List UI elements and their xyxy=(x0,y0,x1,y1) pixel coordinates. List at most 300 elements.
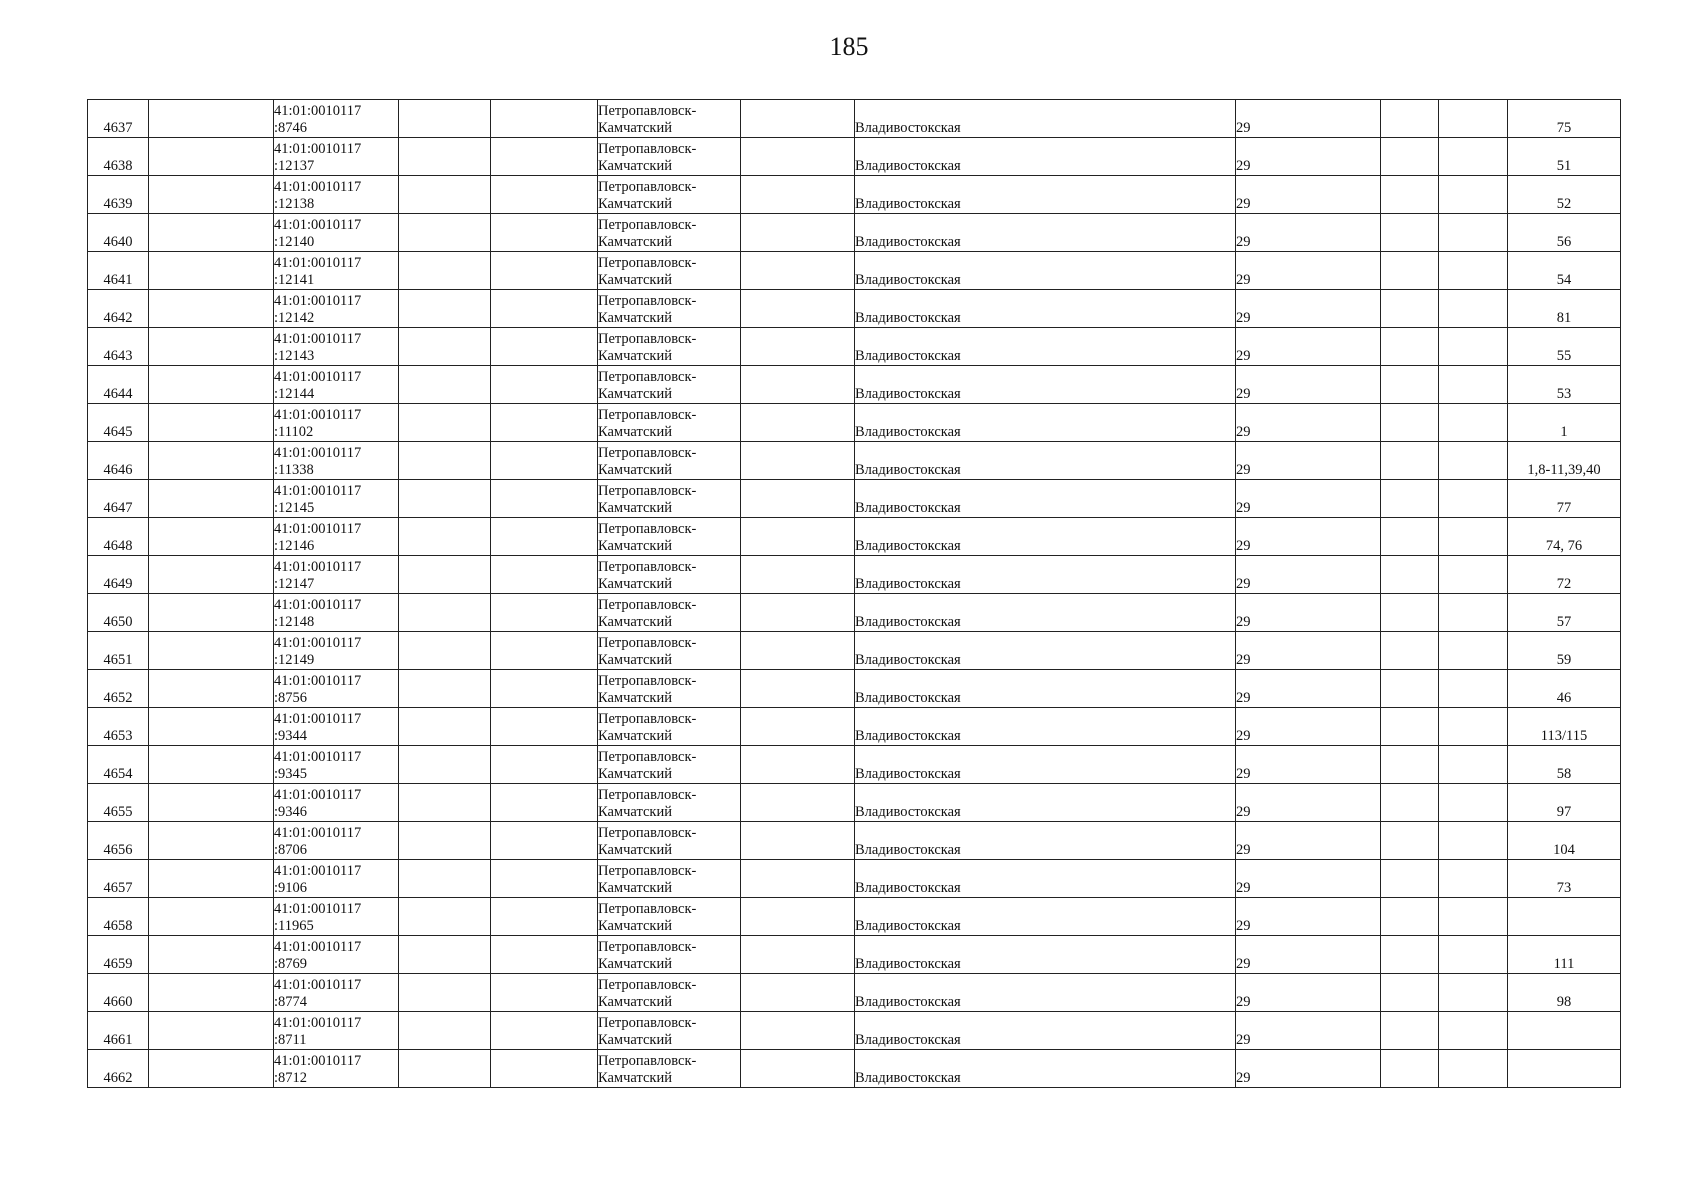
street-name: Владивостокская xyxy=(855,1050,1236,1088)
locality-line-2: Камчатский xyxy=(598,310,672,326)
locality xyxy=(598,784,741,822)
empty-cell xyxy=(149,708,274,746)
locality-line-2: Камчатский xyxy=(598,1070,672,1086)
locality-line-2: Камчатский xyxy=(598,728,672,744)
street-name: Владивостокская xyxy=(855,898,1236,936)
table-row xyxy=(88,290,1621,328)
cadastral-suffix: :8711 xyxy=(274,1032,307,1048)
locality-line-1: Петропавловск- xyxy=(598,787,697,803)
house-number: 29 xyxy=(1236,1012,1381,1050)
cadastral-suffix: :12137 xyxy=(274,158,315,174)
locality-line-1: Петропавловск- xyxy=(598,1015,697,1031)
apartment-number: 97 xyxy=(1508,784,1621,822)
empty-cell xyxy=(399,822,491,860)
cadastral-quarter: 41:01:0010117 xyxy=(274,217,362,233)
empty-cell xyxy=(741,328,855,366)
cadastral-quarter: 41:01:0010117 xyxy=(274,901,362,917)
empty-cell xyxy=(1439,404,1508,442)
table-row xyxy=(88,822,1621,860)
empty-cell xyxy=(491,708,598,746)
cadastral-quarter: 41:01:0010117 xyxy=(274,103,362,119)
empty-cell xyxy=(1381,898,1439,936)
empty-cell xyxy=(491,252,598,290)
locality-line-2: Камчатский xyxy=(598,234,672,250)
cadastral-number xyxy=(274,328,399,366)
row-number: 4637 xyxy=(88,100,149,138)
cadastral-quarter: 41:01:0010117 xyxy=(274,749,362,765)
locality-line-1: Петропавловск- xyxy=(598,217,697,233)
locality xyxy=(598,594,741,632)
house-number: 29 xyxy=(1236,442,1381,480)
house-number: 29 xyxy=(1236,822,1381,860)
street-name: Владивостокская xyxy=(855,328,1236,366)
cadastral-suffix: :12138 xyxy=(274,196,315,212)
empty-cell xyxy=(491,366,598,404)
street-name: Владивостокская xyxy=(855,1012,1236,1050)
locality-line-1: Петропавловск- xyxy=(598,103,697,119)
empty-cell xyxy=(491,860,598,898)
empty-cell xyxy=(741,442,855,480)
cadastral-quarter: 41:01:0010117 xyxy=(274,445,362,461)
cadastral-number xyxy=(274,100,399,138)
house-number: 29 xyxy=(1236,632,1381,670)
table-row xyxy=(88,1050,1621,1088)
cadastral-quarter: 41:01:0010117 xyxy=(274,863,362,879)
apartment-number: 1,8-11,39,40 xyxy=(1508,442,1621,480)
empty-cell xyxy=(1381,556,1439,594)
locality xyxy=(598,556,741,594)
locality-line-2: Камчатский xyxy=(598,272,672,288)
empty-cell xyxy=(1381,366,1439,404)
apartment-number: 113/115 xyxy=(1508,708,1621,746)
house-number: 29 xyxy=(1236,404,1381,442)
registry-body xyxy=(88,100,1621,1088)
house-number: 29 xyxy=(1236,936,1381,974)
house-number: 29 xyxy=(1236,898,1381,936)
row-number: 4662 xyxy=(88,1050,149,1088)
locality-line-1: Петропавловск- xyxy=(598,255,697,271)
table-row xyxy=(88,632,1621,670)
empty-cell xyxy=(741,1012,855,1050)
locality-line-1: Петропавловск- xyxy=(598,977,697,993)
locality-line-1: Петропавловск- xyxy=(598,141,697,157)
street-name: Владивостокская xyxy=(855,442,1236,480)
locality xyxy=(598,936,741,974)
cadastral-number xyxy=(274,480,399,518)
row-number: 4655 xyxy=(88,784,149,822)
cadastral-suffix: :8769 xyxy=(274,956,308,972)
apartment-number: 54 xyxy=(1508,252,1621,290)
street-name: Владивостокская xyxy=(855,860,1236,898)
empty-cell xyxy=(1439,784,1508,822)
empty-cell xyxy=(741,708,855,746)
cadastral-number xyxy=(274,898,399,936)
apartment-number: 51 xyxy=(1508,138,1621,176)
empty-cell xyxy=(491,176,598,214)
locality-line-1: Петропавловск- xyxy=(598,445,697,461)
cadastral-number xyxy=(274,214,399,252)
empty-cell xyxy=(149,594,274,632)
house-number: 29 xyxy=(1236,708,1381,746)
empty-cell xyxy=(491,594,598,632)
empty-cell xyxy=(1439,138,1508,176)
cadastral-quarter: 41:01:0010117 xyxy=(274,1053,362,1069)
cadastral-suffix: :11102 xyxy=(274,424,314,440)
apartment-number: 73 xyxy=(1508,860,1621,898)
table-row xyxy=(88,860,1621,898)
locality-line-2: Камчатский xyxy=(598,918,672,934)
empty-cell xyxy=(399,100,491,138)
table-row xyxy=(88,252,1621,290)
empty-cell xyxy=(1439,290,1508,328)
house-number: 29 xyxy=(1236,518,1381,556)
table-row xyxy=(88,442,1621,480)
cadastral-suffix: :8756 xyxy=(274,690,308,706)
empty-cell xyxy=(149,898,274,936)
empty-cell xyxy=(1439,252,1508,290)
empty-cell xyxy=(741,746,855,784)
cadastral-quarter: 41:01:0010117 xyxy=(274,255,362,271)
empty-cell xyxy=(491,518,598,556)
house-number: 29 xyxy=(1236,860,1381,898)
locality-line-2: Камчатский xyxy=(598,956,672,972)
empty-cell xyxy=(1439,442,1508,480)
row-number: 4645 xyxy=(88,404,149,442)
empty-cell xyxy=(149,936,274,974)
locality-line-1: Петропавловск- xyxy=(598,863,697,879)
cadastral-number xyxy=(274,708,399,746)
locality-line-1: Петропавловск- xyxy=(598,483,697,499)
empty-cell xyxy=(491,556,598,594)
house-number: 29 xyxy=(1236,594,1381,632)
house-number: 29 xyxy=(1236,252,1381,290)
cadastral-quarter: 41:01:0010117 xyxy=(274,597,362,613)
empty-cell xyxy=(1381,328,1439,366)
locality-line-2: Камчатский xyxy=(598,994,672,1010)
locality xyxy=(598,404,741,442)
apartment-number: 55 xyxy=(1508,328,1621,366)
apartment-number xyxy=(1508,898,1621,936)
row-number: 4646 xyxy=(88,442,149,480)
house-number: 29 xyxy=(1236,100,1381,138)
cadastral-suffix: :11338 xyxy=(274,462,314,478)
table-row xyxy=(88,784,1621,822)
apartment-number: 58 xyxy=(1508,746,1621,784)
empty-cell xyxy=(1439,898,1508,936)
locality-line-1: Петропавловск- xyxy=(598,1053,697,1069)
row-number: 4658 xyxy=(88,898,149,936)
cadastral-quarter: 41:01:0010117 xyxy=(274,787,362,803)
house-number: 29 xyxy=(1236,974,1381,1012)
empty-cell xyxy=(741,138,855,176)
empty-cell xyxy=(1381,480,1439,518)
empty-cell xyxy=(149,480,274,518)
cadastral-number xyxy=(274,936,399,974)
empty-cell xyxy=(1381,138,1439,176)
empty-cell xyxy=(399,480,491,518)
house-number: 29 xyxy=(1236,138,1381,176)
empty-cell xyxy=(1381,1050,1439,1088)
empty-cell xyxy=(1439,708,1508,746)
empty-cell xyxy=(399,404,491,442)
empty-cell xyxy=(491,1012,598,1050)
empty-cell xyxy=(491,898,598,936)
cadastral-suffix: :12145 xyxy=(274,500,315,516)
apartment-number: 77 xyxy=(1508,480,1621,518)
cadastral-quarter: 41:01:0010117 xyxy=(274,673,362,689)
locality xyxy=(598,860,741,898)
apartment-number: 52 xyxy=(1508,176,1621,214)
empty-cell xyxy=(1381,442,1439,480)
empty-cell xyxy=(491,974,598,1012)
table-row xyxy=(88,1012,1621,1050)
cadastral-number xyxy=(274,404,399,442)
row-number: 4656 xyxy=(88,822,149,860)
locality-line-1: Петропавловск- xyxy=(598,939,697,955)
street-name: Владивостокская xyxy=(855,480,1236,518)
table-row xyxy=(88,214,1621,252)
row-number: 4659 xyxy=(88,936,149,974)
empty-cell xyxy=(1439,214,1508,252)
street-name: Владивостокская xyxy=(855,556,1236,594)
empty-cell xyxy=(741,594,855,632)
row-number: 4649 xyxy=(88,556,149,594)
cadastral-suffix: :12140 xyxy=(274,234,315,250)
apartment-number: 74, 76 xyxy=(1508,518,1621,556)
locality xyxy=(598,746,741,784)
locality-line-2: Камчатский xyxy=(598,158,672,174)
cadastral-number xyxy=(274,138,399,176)
locality-line-2: Камчатский xyxy=(598,614,672,630)
empty-cell xyxy=(1381,100,1439,138)
empty-cell xyxy=(1439,746,1508,784)
cadastral-quarter: 41:01:0010117 xyxy=(274,369,362,385)
locality-line-2: Камчатский xyxy=(598,500,672,516)
row-number: 4647 xyxy=(88,480,149,518)
street-name: Владивостокская xyxy=(855,404,1236,442)
cadastral-number xyxy=(274,632,399,670)
empty-cell xyxy=(399,746,491,784)
cadastral-suffix: :9106 xyxy=(274,880,308,896)
locality-line-1: Петропавловск- xyxy=(598,407,697,423)
empty-cell xyxy=(399,214,491,252)
empty-cell xyxy=(1381,746,1439,784)
street-name: Владивостокская xyxy=(855,366,1236,404)
empty-cell xyxy=(491,746,598,784)
locality xyxy=(598,328,741,366)
cadastral-suffix: :12147 xyxy=(274,576,315,592)
apartment-number: 59 xyxy=(1508,632,1621,670)
house-number: 29 xyxy=(1236,746,1381,784)
row-number: 4641 xyxy=(88,252,149,290)
locality-line-1: Петропавловск- xyxy=(598,369,697,385)
locality xyxy=(598,822,741,860)
cadastral-quarter: 41:01:0010117 xyxy=(274,559,362,575)
empty-cell xyxy=(149,746,274,784)
empty-cell xyxy=(1381,214,1439,252)
apartment-number: 46 xyxy=(1508,670,1621,708)
cadastral-suffix: :8774 xyxy=(274,994,308,1010)
street-name: Владивостокская xyxy=(855,746,1236,784)
empty-cell xyxy=(491,404,598,442)
house-number: 29 xyxy=(1236,176,1381,214)
empty-cell xyxy=(149,556,274,594)
cadastral-suffix: :8746 xyxy=(274,120,308,136)
house-number: 29 xyxy=(1236,784,1381,822)
empty-cell xyxy=(741,936,855,974)
cadastral-quarter: 41:01:0010117 xyxy=(274,977,362,993)
cadastral-suffix: :9344 xyxy=(274,728,308,744)
street-name: Владивостокская xyxy=(855,632,1236,670)
locality xyxy=(598,974,741,1012)
empty-cell xyxy=(399,290,491,328)
table-row xyxy=(88,708,1621,746)
house-number: 29 xyxy=(1236,1050,1381,1088)
cadastral-suffix: :12142 xyxy=(274,310,315,326)
cadastral-number xyxy=(274,366,399,404)
empty-cell xyxy=(1439,480,1508,518)
locality xyxy=(598,898,741,936)
locality-line-2: Камчатский xyxy=(598,804,672,820)
table-row xyxy=(88,670,1621,708)
locality-line-1: Петропавловск- xyxy=(598,711,697,727)
house-number: 29 xyxy=(1236,366,1381,404)
empty-cell xyxy=(399,442,491,480)
empty-cell xyxy=(1439,1012,1508,1050)
house-number: 29 xyxy=(1236,670,1381,708)
locality-line-2: Камчатский xyxy=(598,842,672,858)
empty-cell xyxy=(1381,290,1439,328)
empty-cell xyxy=(1439,100,1508,138)
row-number: 4648 xyxy=(88,518,149,556)
table-row xyxy=(88,100,1621,138)
empty-cell xyxy=(1439,366,1508,404)
row-number: 4642 xyxy=(88,290,149,328)
cadastral-quarter: 41:01:0010117 xyxy=(274,635,362,651)
locality-line-1: Петропавловск- xyxy=(598,825,697,841)
street-name: Владивостокская xyxy=(855,822,1236,860)
empty-cell xyxy=(1439,974,1508,1012)
empty-cell xyxy=(1439,1050,1508,1088)
table-row xyxy=(88,936,1621,974)
cadastral-number xyxy=(274,670,399,708)
apartment-number: 1 xyxy=(1508,404,1621,442)
table-row xyxy=(88,176,1621,214)
row-number: 4660 xyxy=(88,974,149,1012)
empty-cell xyxy=(399,594,491,632)
locality-line-2: Камчатский xyxy=(598,576,672,592)
empty-cell xyxy=(149,290,274,328)
empty-cell xyxy=(1381,594,1439,632)
empty-cell xyxy=(491,822,598,860)
row-number: 4651 xyxy=(88,632,149,670)
row-number: 4652 xyxy=(88,670,149,708)
empty-cell xyxy=(149,404,274,442)
apartment-number: 57 xyxy=(1508,594,1621,632)
empty-cell xyxy=(491,214,598,252)
locality-line-1: Петропавловск- xyxy=(598,749,697,765)
apartment-number: 72 xyxy=(1508,556,1621,594)
locality-line-1: Петропавловск- xyxy=(598,635,697,651)
empty-cell xyxy=(399,936,491,974)
empty-cell xyxy=(741,252,855,290)
table-row xyxy=(88,974,1621,1012)
empty-cell xyxy=(149,974,274,1012)
empty-cell xyxy=(399,1050,491,1088)
empty-cell xyxy=(399,632,491,670)
row-number: 4640 xyxy=(88,214,149,252)
cadastral-suffix: :9345 xyxy=(274,766,308,782)
cadastral-quarter: 41:01:0010117 xyxy=(274,407,362,423)
row-number: 4657 xyxy=(88,860,149,898)
empty-cell xyxy=(399,974,491,1012)
cadastral-quarter: 41:01:0010117 xyxy=(274,1015,362,1031)
locality xyxy=(598,632,741,670)
locality xyxy=(598,1050,741,1088)
cadastral-number xyxy=(274,784,399,822)
empty-cell xyxy=(149,860,274,898)
empty-cell xyxy=(149,176,274,214)
empty-cell xyxy=(399,898,491,936)
house-number: 29 xyxy=(1236,214,1381,252)
empty-cell xyxy=(149,328,274,366)
empty-cell xyxy=(149,252,274,290)
locality-line-2: Камчатский xyxy=(598,196,672,212)
registry-table xyxy=(87,99,1621,1088)
cadastral-quarter: 41:01:0010117 xyxy=(274,521,362,537)
empty-cell xyxy=(1381,404,1439,442)
locality-line-1: Петропавловск- xyxy=(598,673,697,689)
locality xyxy=(598,176,741,214)
locality-line-2: Камчатский xyxy=(598,348,672,364)
empty-cell xyxy=(149,100,274,138)
cadastral-number xyxy=(274,290,399,328)
row-number: 4643 xyxy=(88,328,149,366)
cadastral-number xyxy=(274,556,399,594)
locality xyxy=(598,366,741,404)
cadastral-suffix: :9346 xyxy=(274,804,308,820)
empty-cell xyxy=(1439,670,1508,708)
empty-cell xyxy=(1381,632,1439,670)
row-number: 4661 xyxy=(88,1012,149,1050)
locality-line-2: Камчатский xyxy=(598,652,672,668)
cadastral-number xyxy=(274,1012,399,1050)
empty-cell xyxy=(399,138,491,176)
street-name: Владивостокская xyxy=(855,290,1236,328)
cadastral-number xyxy=(274,252,399,290)
locality-line-2: Камчатский xyxy=(598,386,672,402)
locality-line-2: Камчатский xyxy=(598,462,672,478)
table-row xyxy=(88,898,1621,936)
cadastral-number xyxy=(274,746,399,784)
table-row xyxy=(88,594,1621,632)
apartment-number: 111 xyxy=(1508,936,1621,974)
empty-cell xyxy=(491,442,598,480)
locality-line-2: Камчатский xyxy=(598,880,672,896)
cadastral-number xyxy=(274,860,399,898)
locality-line-1: Петропавловск- xyxy=(598,293,697,309)
locality xyxy=(598,1012,741,1050)
empty-cell xyxy=(1381,1012,1439,1050)
empty-cell xyxy=(741,898,855,936)
locality xyxy=(598,252,741,290)
empty-cell xyxy=(1439,328,1508,366)
locality xyxy=(598,290,741,328)
empty-cell xyxy=(399,518,491,556)
empty-cell xyxy=(1439,936,1508,974)
empty-cell xyxy=(491,936,598,974)
empty-cell xyxy=(399,860,491,898)
